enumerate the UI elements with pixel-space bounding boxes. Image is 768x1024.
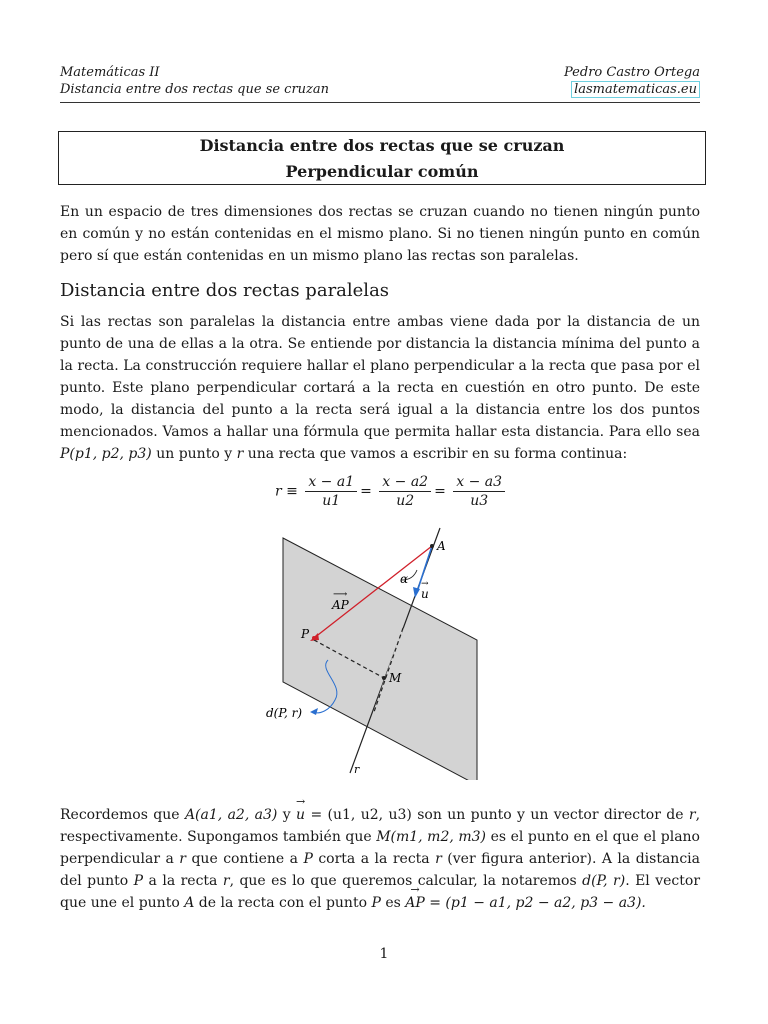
line-r-symbol: r xyxy=(435,851,442,867)
distance-pointer-arrowhead xyxy=(310,708,318,715)
fraction-numerator: x − a2 xyxy=(379,473,431,492)
text-run: corta a la recta xyxy=(318,851,430,867)
label-alpha: α xyxy=(400,572,409,586)
text-run: y xyxy=(282,807,291,823)
fraction-numerator: x − a1 xyxy=(305,473,357,492)
fraction-denominator: u1 xyxy=(322,493,341,509)
text-run: es el punto en el que el plano perpendicular a xyxy=(60,829,700,867)
distance-expression: d(P, r) xyxy=(582,873,626,889)
document-topic: Distancia entre dos rectas que se cruzan xyxy=(60,82,330,97)
author-name: Pedro Castro Ortega xyxy=(564,65,700,80)
running-header-right xyxy=(564,64,700,98)
paragraph-text-end: una recta que vamos a escribir en su forma continua: xyxy=(247,446,628,462)
fraction-denominator: u2 xyxy=(396,493,415,509)
course-name: Matemáticas II xyxy=(60,65,160,80)
vector-ap-symbol: → AP xyxy=(405,892,425,914)
text-run: . El vector que une el punto xyxy=(60,873,701,911)
fraction-denominator: u3 xyxy=(470,493,489,509)
label-u: u xyxy=(421,587,429,601)
text-run: , respectivamente. Supongamos también que xyxy=(60,807,701,845)
perpendicular-plane xyxy=(283,538,477,780)
point-a-expression: A(a1, a2, a3) xyxy=(184,807,278,823)
label-m: M xyxy=(389,671,402,685)
header-rule xyxy=(60,102,700,103)
equation-lhs: r ≡ xyxy=(275,483,298,500)
continuous-form-equation: r ≡ $\frac{x - a1}{u1}$ = $\frac{x - a2}{u2}$ = $\frac{x - a3}{u3}$ xyxy=(275,473,508,510)
label-ap: AP xyxy=(332,598,349,612)
vector-u-arrowhead xyxy=(413,587,420,598)
title-line-2: Perpendicular común xyxy=(285,162,479,181)
fraction-1 xyxy=(305,473,357,510)
label-ap-arrow: ⟶ xyxy=(333,589,348,600)
point-a xyxy=(430,544,434,548)
text-run: es xyxy=(385,895,401,911)
label-r: r xyxy=(354,763,360,776)
line-r-symbol: r xyxy=(688,807,696,823)
geometry-figure xyxy=(250,525,490,780)
fraction-3 xyxy=(453,473,505,510)
point-p-expression: P(p1, p2, p3) xyxy=(60,446,152,462)
point-p-symbol: P xyxy=(303,851,313,867)
point-p xyxy=(312,636,316,640)
point-p-symbol: P xyxy=(371,895,381,911)
fraction-numerator: x − a3 xyxy=(453,473,505,492)
paragraph-text: Si las rectas son paralelas la distancia entre ambas viene dada por la distancia de un punto de una de ellas a la otra. Se entiende por distancia la distancia mínima del punto a la recta. La construcción requiere hallar el plano perpendicular a la recta que pasa por el punto. Este plano perpendicular cortará a la recta en cuestión en otro punto. De este modo, la distancia del punto a la recta será igual a la distancia entre los dos puntos mencionados. Vamos a hallar una fórmula que permita hallar esta distancia. Para ello sea xyxy=(60,314,700,440)
line-r-symbol: r xyxy=(236,446,244,462)
text-run: que contiene a xyxy=(191,851,298,867)
point-m xyxy=(382,676,386,680)
text-run: = (u1, u2, u3) son un punto y un vector director de xyxy=(310,807,684,823)
point-a-symbol: A xyxy=(184,895,195,911)
page-number: 1 xyxy=(379,946,389,962)
text-run: = (p1 − a1, p2 − a2, p3 − a3). xyxy=(429,895,646,911)
title-line-1: Distancia entre dos rectas que se cruzan xyxy=(199,136,565,155)
website-link[interactable]: lasmatematicas.eu xyxy=(571,81,700,98)
vector-u-symbol: → u xyxy=(296,804,305,826)
label-u-arrow: → xyxy=(421,579,429,589)
label-p: P xyxy=(301,627,310,641)
section-heading: Distancia entre dos rectas paralelas xyxy=(60,280,390,301)
section-paragraph xyxy=(60,311,700,465)
title-box xyxy=(58,131,706,185)
running-header-left xyxy=(60,64,329,98)
point-m-expression: M(m1, m2, m3) xyxy=(376,829,487,845)
text-run: , que es lo que queremos calcular, la notaremos xyxy=(229,873,577,889)
line-r-symbol: r xyxy=(179,851,186,867)
definitions-paragraph xyxy=(60,804,700,914)
label-a: A xyxy=(437,539,446,553)
label-distance: d(P, r) xyxy=(266,706,303,720)
text-run: (ver figura anterior). A la distancia del punto xyxy=(60,851,700,889)
point-p-symbol: P xyxy=(133,873,144,889)
text-run: a la recta xyxy=(148,873,218,889)
text-run: Recordemos que xyxy=(60,807,180,823)
paragraph-text-mid: un punto y xyxy=(156,446,233,462)
text-run: de la recta con el punto xyxy=(198,895,367,911)
intro-paragraph: En un espacio de tres dimensiones dos rectas se cruzan cuando no tienen ningún punto en común y no están contenidas en el mismo plano. Si no tienen ningún punto en común pero sí que están contenidas en un mismo plano las rectas son paralelas. xyxy=(60,204,700,264)
fraction-2 xyxy=(379,473,431,510)
line-r-symbol: r xyxy=(222,873,230,889)
